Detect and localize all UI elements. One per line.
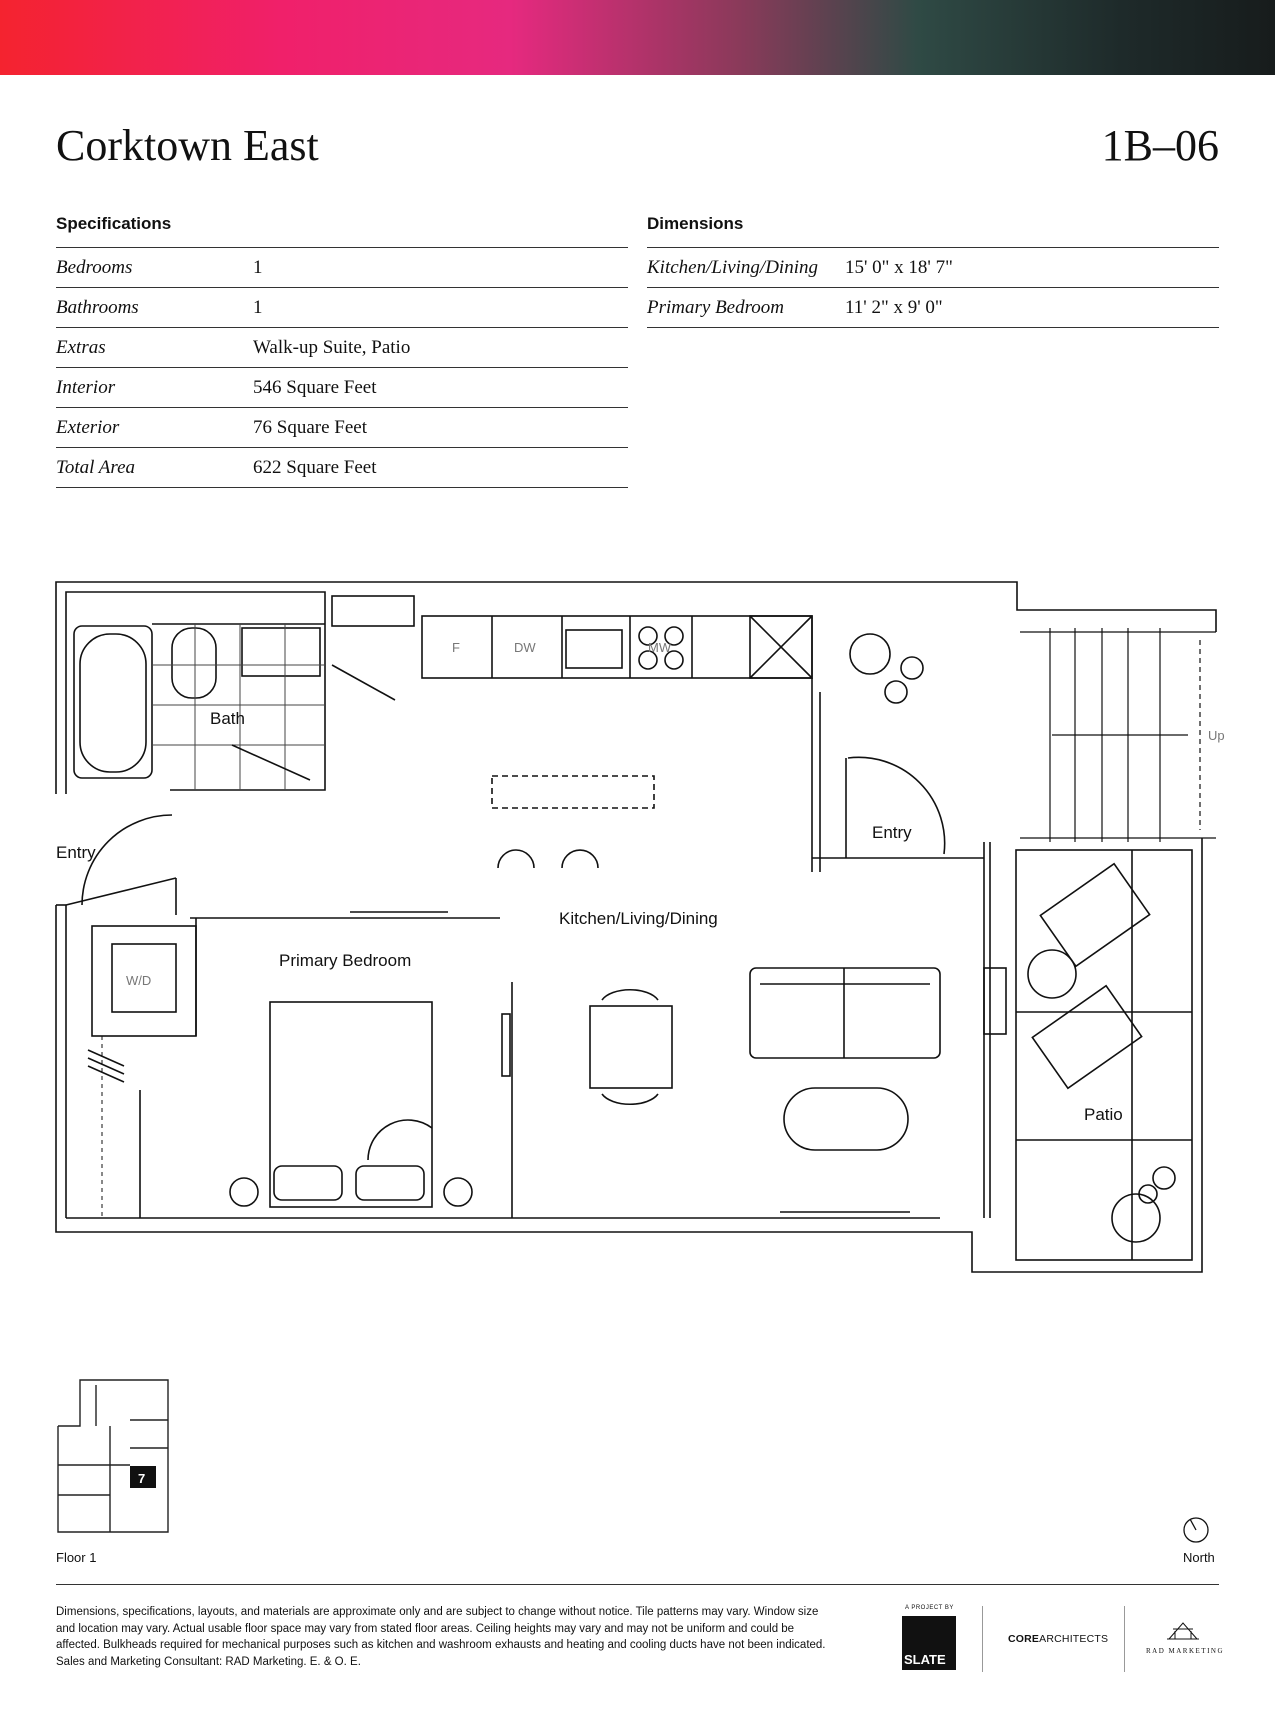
patio (1016, 850, 1192, 1260)
outer-wall-lower (56, 838, 1202, 1272)
north-label: North (1183, 1550, 1215, 1565)
room-label-entry-right: Entry (872, 823, 912, 842)
north-compass-icon (1184, 1518, 1208, 1542)
project-by-label: A PROJECT BY (905, 1605, 954, 1611)
room-label-entry-left: Entry (56, 843, 96, 862)
spec-label: Extras (56, 336, 106, 358)
footer-divider (56, 1584, 1219, 1585)
room-label-patio: Patio (1084, 1105, 1123, 1124)
spec-label: Bathrooms (56, 296, 139, 318)
disclaimer-text: Dimensions, specifications, layouts, and materials are approximate only and are subject to change without notice. Tile patterns may vary. Window size and location may vary. Actual usable floor space may vary from stated floor areas. Ceiling heights may vary and may not be uniform and could be affected. Bulkheads required for mechanical purposes such as kitchen and washroom exhausts and heating and cooling ducts have not been indicated. Sales and Marketing Consultant: RAD Marketing. E. & O. E. (56, 1606, 826, 1668)
sink (242, 628, 320, 676)
fixture-label-microwave: MW (648, 640, 672, 655)
spec-label: Bedrooms (56, 256, 133, 278)
rad-marketing-logo: RAD MARKETING (1146, 1647, 1225, 1655)
spec-label: Total Area (56, 456, 136, 478)
core-architects-logo (1008, 1633, 1108, 1645)
floor-label: Floor 1 (56, 1550, 97, 1565)
key-plan-unit-marker: 7 (138, 1471, 146, 1486)
spec-value: 1 (253, 256, 263, 278)
kitchen-sink (566, 630, 622, 668)
dim-value: 11' 2" x 9' 0" (845, 296, 943, 318)
dining-table (590, 1006, 672, 1088)
dim-label: Kitchen/Living/Dining (647, 256, 818, 278)
bathtub (74, 626, 152, 778)
toilet (172, 628, 216, 698)
slate-logo-text: SLATE (904, 1652, 946, 1667)
spec-value: 1 (253, 296, 263, 318)
core-bold: CORE (1008, 1633, 1040, 1645)
core-rest: ARCHITECTS (1039, 1633, 1109, 1645)
unit-code: 1B–06 (1101, 121, 1219, 170)
spec-label: Interior (56, 376, 116, 398)
kitchen-island (492, 776, 654, 808)
specifications-heading: Specifications (56, 209, 628, 248)
fixture-label-stair-up: Up (1208, 728, 1225, 743)
project-title: Corktown East (56, 121, 319, 170)
fixture-label-dishwasher: DW (514, 640, 536, 655)
coffee-table (784, 1088, 908, 1150)
spec-value: Walk-up Suite, Patio (253, 336, 411, 358)
logo-divider (1124, 1606, 1125, 1672)
rad-marketing-icon (1165, 1617, 1201, 1643)
fixture-label-fridge: F (452, 640, 460, 655)
sofa (750, 968, 940, 1058)
spec-value: 546 Square Feet (253, 376, 377, 398)
key-plan (58, 1380, 168, 1532)
spec-label: Exterior (56, 416, 120, 438)
dimensions-heading: Dimensions (647, 209, 1219, 248)
room-label-kitchen: Kitchen/Living/Dining (559, 909, 718, 928)
dim-label: Primary Bedroom (647, 296, 785, 318)
bed (270, 1002, 432, 1207)
fixture-label-washer-dryer: W/D (126, 973, 152, 988)
room-label-bath: Bath (210, 709, 245, 728)
outer-wall (56, 582, 1216, 794)
room-label-primary-bedroom: Primary Bedroom (279, 951, 412, 970)
spec-value: 76 Square Feet (253, 416, 367, 438)
logo-divider (982, 1606, 983, 1672)
dim-value: 15' 0" x 18' 7" (845, 256, 953, 278)
spec-value: 622 Square Feet (253, 456, 377, 478)
